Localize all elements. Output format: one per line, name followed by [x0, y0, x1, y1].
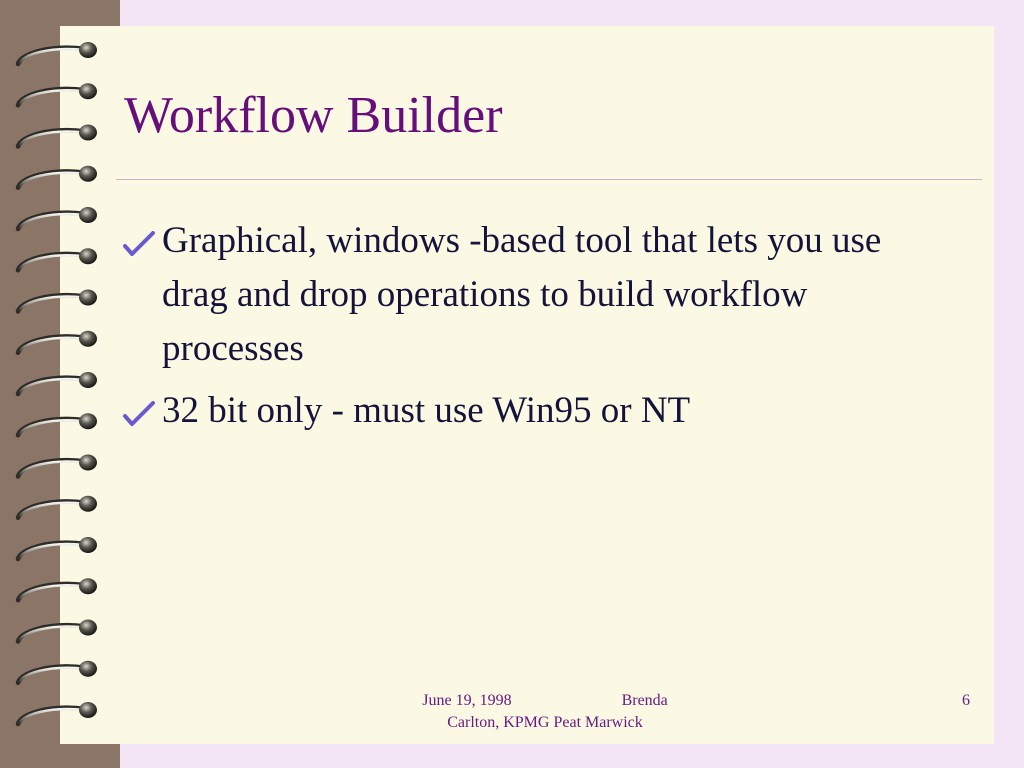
binding-ring [18, 496, 97, 518]
bullet-text: Graphical, windows -based tool that lets you use drag and drop operations to build workflow processes [162, 220, 882, 369]
binding-ring [18, 372, 97, 394]
bullet-item [122, 214, 952, 376]
checkmark-icon [122, 231, 156, 257]
binding-ring [18, 578, 97, 600]
spiral-binding-rings [0, 0, 110, 768]
footer-date: June 19, 1998 [422, 692, 512, 709]
binding-ring [18, 413, 97, 435]
bullet-item [122, 384, 952, 438]
title-divider [116, 179, 982, 180]
page-number: 6 [962, 692, 970, 709]
binding-ring [18, 166, 97, 188]
footer-author-first: Brenda [621, 692, 668, 709]
binding-ring [18, 207, 97, 229]
binding-ring [18, 702, 97, 724]
footer-author-rest: Carlton, KPMG Peat Marwick [447, 714, 643, 731]
binding-ring [18, 537, 97, 559]
binding-ring [18, 455, 97, 477]
slide-title: Workflow Builder [124, 87, 503, 144]
binding-ring [18, 661, 97, 683]
binding-ring [18, 248, 97, 270]
bullet-text: 32 bit only - must use Win95 or NT [162, 390, 691, 431]
slide-footer [370, 690, 720, 734]
binding-ring [18, 83, 97, 105]
binding-ring [18, 42, 97, 64]
checkmark-icon [122, 401, 156, 427]
binding-ring [18, 290, 97, 312]
binding-ring [18, 125, 97, 147]
binding-ring [18, 620, 97, 642]
binding-ring [18, 331, 97, 353]
bullet-list [122, 214, 952, 446]
footer-first-line [370, 690, 720, 712]
